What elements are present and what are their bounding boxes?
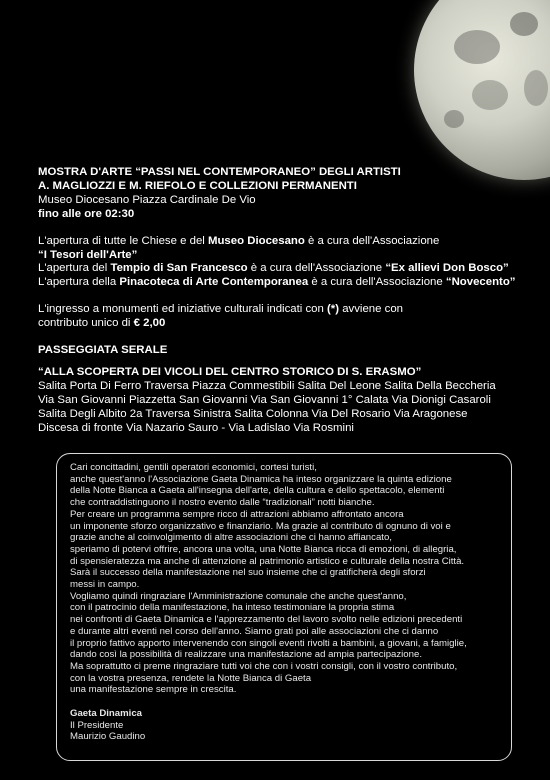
letter-line: il proprio fattivo apporto intervenendo con singoli eventi rivolti a bambini, a giovani, a famiglie, <box>70 637 467 649</box>
opening-museum: L'apertura di tutte le Chiese e del Museo Diocesano è a cura dell'Associazione <box>38 234 440 247</box>
street-list-line: Discesa di fronte Via Nazario Sauro - Via Ladislao Via Rosmini <box>38 421 354 434</box>
moon-crater <box>444 110 464 128</box>
signature-name: Maurizio Gaudino <box>70 731 146 743</box>
exhibition-artists: A. MAGLIOZZI E M. RIEFOLO E COLLEZIONI PERMANENTI <box>38 179 357 192</box>
moon-crater <box>454 30 500 64</box>
letter-line: grazie anche al coinvolgimento di altre associazioni che ci hanno affiancato, <box>70 532 392 544</box>
opening-museum-association: “I Tesori dell'Arte” <box>38 248 138 261</box>
walk-subheading: “ALLA SCOPERTA DEI VICOLI DEL CENTRO STORICO DI S. ERASMO” <box>38 365 422 378</box>
letter-line: e durante altri eventi nel corso dell'anno. Siamo grati poi alle associazioni che ci danno <box>70 625 439 637</box>
signature-role: Il Presidente <box>70 719 124 731</box>
moon-crater <box>524 70 548 106</box>
letter-line: messi in campo. <box>70 579 140 591</box>
letter-line: nei confronti di Gaeta Dinamica e l'apprezzamento del lavoro svolto nelle edizioni precedenti <box>70 614 463 626</box>
walk-heading: PASSEGGIATA SERALE <box>38 344 168 357</box>
letter-line: una manifestazione sempre in crescita. <box>70 684 237 696</box>
letter-line: con il patrocinio della manifestazione, ha inteso testimoniare la propria stima <box>70 602 395 614</box>
street-list-line: Via San Giovanni Piazzetta San Giovanni Via San Giovanni 1° Calata Via Dionigi Casaroli <box>38 393 491 406</box>
letter-line: Cari concittadini, gentili operatori economici, cortesi turisti, <box>70 462 317 473</box>
program-content <box>38 166 538 436</box>
letter-line: anche quest'anno l'Associazione Gaeta Dinamica ha inteso organizzare la quinta edizione <box>70 473 452 485</box>
letter-line: speriamo di potervi offrire, ancora una volta, una Notte Bianca ricca di emozioni, di allegria, <box>70 543 457 555</box>
letter-line: Ma soprattutto ci preme ringraziare tutti voi che con i vostri consigli, con il vostro contributo, <box>70 660 458 672</box>
letter-box <box>56 453 512 761</box>
exhibition-hours: fino alle ore 02:30 <box>38 207 135 220</box>
admission-note: L'ingresso a monumenti ed iniziative culturali indicati con (*) avviene con <box>38 303 403 316</box>
letter-text <box>70 462 510 743</box>
letter-line: un imponente sforzo organizzativo e finanziario. Ma grazie al contributo di ognuno di voi e <box>70 520 451 532</box>
moon-crater <box>510 12 538 36</box>
street-list-line: Salita Degli Albito 2a Traversa Sinistra Salita Colonna Via Del Rosario Via Aragonese <box>38 407 468 420</box>
moon-crater <box>472 80 508 110</box>
exhibition-venue: Museo Diocesano Piazza Cardinale De Vio <box>38 193 256 206</box>
street-list-line: Salita Porta Di Ferro Traversa Piazza Commestibili Salita Del Leone Salita Della Beccheria <box>38 379 496 392</box>
signature-organization: Gaeta Dinamica <box>70 708 142 720</box>
letter-line: Vogliamo quindi ringraziare l'Amministrazione comunale che anche quest'anno, <box>70 590 407 602</box>
letter-line: con la vostra presenza, rendete la Notte Bianca di Gaeta <box>70 672 312 684</box>
letter-line: che contraddistinguono il nostro evento dalle “tradizionali” notti bianche. <box>70 497 375 509</box>
letter-line: di spensieratezza ma anche di attenzione al patrimonio artistico e culturale della nostra Città. <box>70 555 465 567</box>
letter-line: dando così la possibilità di realizzare una manifestazione ad ampia partecipazione. <box>70 649 422 661</box>
opening-gallery: L'apertura della Pinacoteca di Arte Contemporanea è a cura dell'Associazione “Novecento” <box>38 276 516 289</box>
moon-image <box>414 0 550 180</box>
admission-price: contributo unico di € 2,00 <box>38 317 166 330</box>
opening-temple: L'apertura del Tempio di San Francesco è a cura dell'Associazione “Ex allievi Don Bosco” <box>38 262 509 275</box>
exhibition-title: MOSTRA D'ARTE “PASSI NEL CONTEMPORANEO” DEGLI ARTISTI <box>38 166 401 178</box>
letter-line: Sarà il successo della manifestazione nel suo insieme che ci gratificherà degli sforzi <box>70 567 426 579</box>
letter-line: Per creare un programma sempre ricco di attrazioni abbiamo affrontato ancora <box>70 508 404 520</box>
letter-line: della Notte Bianca a Gaeta all'insegna dell'arte, della cultura e dello spettacolo, elementi <box>70 485 445 497</box>
